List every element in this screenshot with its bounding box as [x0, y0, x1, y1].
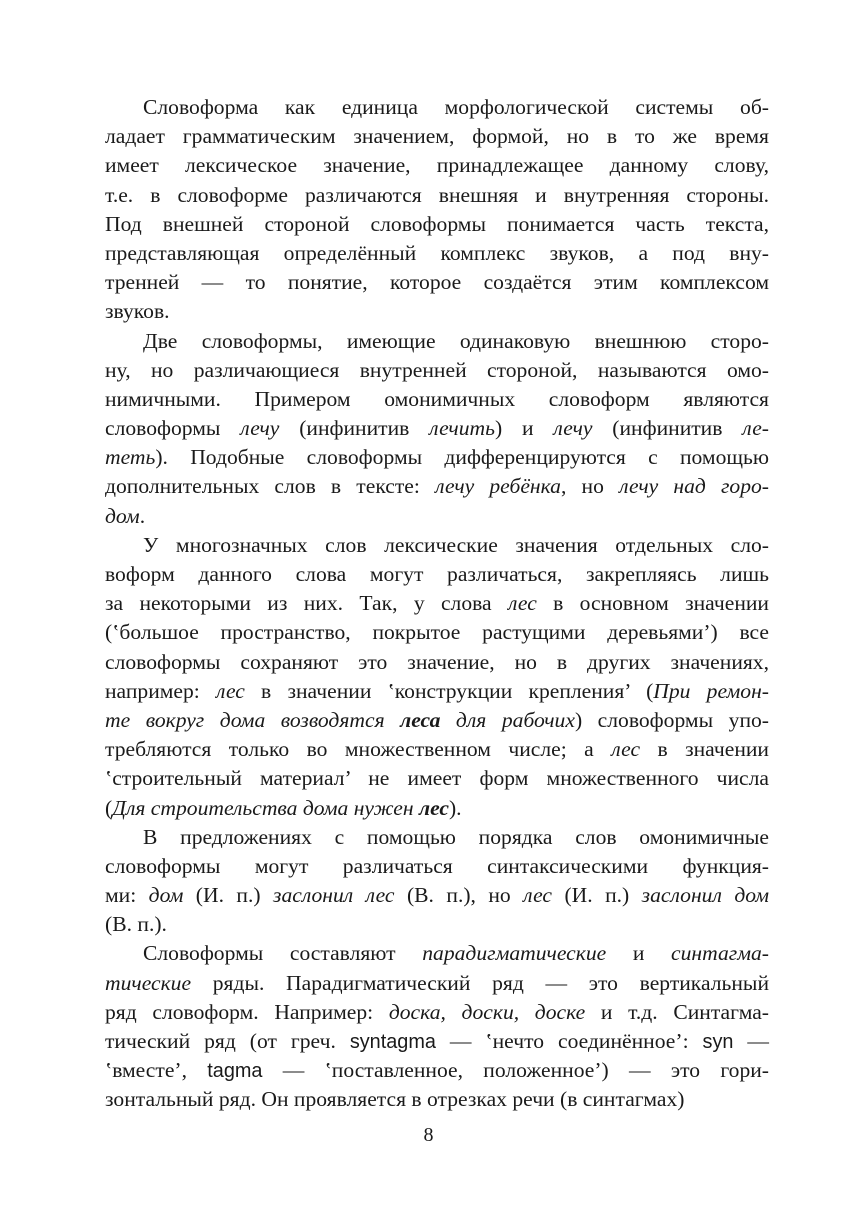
paragraph	[105, 93, 769, 327]
text-line: ми: дом (И. п.) заслонил лес (В. п.), но лес (И. п.) заслонил дом	[105, 883, 769, 908]
page-number: 8	[423, 1124, 434, 1146]
text-line: ладает грамматическим значением, формой, но в то же время	[105, 124, 769, 149]
text-line: словоформы сохраняют это значение, но в других значениях,	[105, 649, 769, 674]
text-line: словоформы лечу (инфинитив лечить) и лечу (инфинитив ле-	[105, 416, 769, 441]
text-line: тренней — то понятие, которое создаётся этим комплексом	[105, 270, 769, 295]
text-line: нимичными. Примером омонимичных словоформ являются	[105, 386, 769, 411]
text-line: т.е. в словоформе различаются внешняя и внутренняя стороны.	[105, 182, 769, 207]
paragraph	[105, 939, 769, 1114]
text-line: теть). Подобные словоформы дифференцируются с помощью	[105, 445, 769, 470]
text-line: тический ряд (от греч. syntagma — ‛нечто соединённое’: syn —	[105, 1029, 769, 1053]
text-line: тические ряды. Парадигматический ряд — это вертикальный	[105, 970, 769, 995]
paragraph	[105, 531, 769, 823]
text-line: воформ данного слова могут различаться, закрепляясь лишь	[105, 562, 769, 586]
paragraph	[105, 327, 769, 531]
text-line: Словоформы составляют парадигматические и синтагма-	[143, 941, 769, 966]
text-line: имеет лексическое значение, принадлежащее данному слову,	[105, 153, 769, 178]
text-line: (‛большое пространство, покрытое растущими деревьями’) все	[105, 620, 769, 645]
text-line: ну, но различающиеся внутренней стороной, называются омо-	[105, 357, 769, 382]
text-line: (В. п.).	[105, 912, 167, 937]
text-line: Словоформа как единица морфологической системы об-	[143, 95, 769, 119]
text-line: те вокруг дома возводятся леса для рабочих) словоформы упо-	[105, 707, 769, 732]
text-line: Под внешней стороной словоформы понимается часть текста,	[105, 211, 769, 236]
text-line: зонтальный ряд. Он проявляется в отрезках речи (в синтагмах)	[105, 1087, 685, 1112]
text-line: Две словоформы, имеющие одинаковую внешнюю сторо-	[143, 328, 769, 353]
text-line: (Для строительства дома нужен лес).	[105, 795, 462, 820]
text-line: за некоторыми из них. Так, у слова лес в основном значении	[105, 591, 769, 616]
text-line: требляются только во множественном числе; а лес в значении	[105, 737, 769, 762]
text-line: В предложениях с помощью порядка слов омонимичные	[143, 824, 769, 849]
text-line: ‛вместе’, tagma — ‛поставленное, положенное’) — это гори-	[105, 1058, 769, 1083]
text-line: например: лес в значении ‛конструкции крепления’ (При ремон-	[105, 678, 769, 703]
text-line: дом.	[105, 503, 146, 528]
text-line: ‛строительный материал’ не имеет форм множественного числа	[105, 766, 769, 791]
paragraph	[105, 823, 769, 940]
text-line: словоформы могут различаться синтаксическими функция-	[105, 853, 769, 878]
body-text	[105, 93, 769, 1115]
text-line: У многозначных слов лексические значения отдельных сло-	[143, 532, 769, 557]
text-line: звуков.	[105, 299, 170, 324]
text-line: дополнительных слов в тексте: лечу ребёнка, но лечу над горо-	[105, 474, 769, 499]
text-line: ряд словоформ. Например: доска, доски, доске и т.д. Синтагма-	[105, 999, 769, 1024]
text-line: представляющая определённый комплекс звуков, а под вну-	[105, 240, 769, 265]
